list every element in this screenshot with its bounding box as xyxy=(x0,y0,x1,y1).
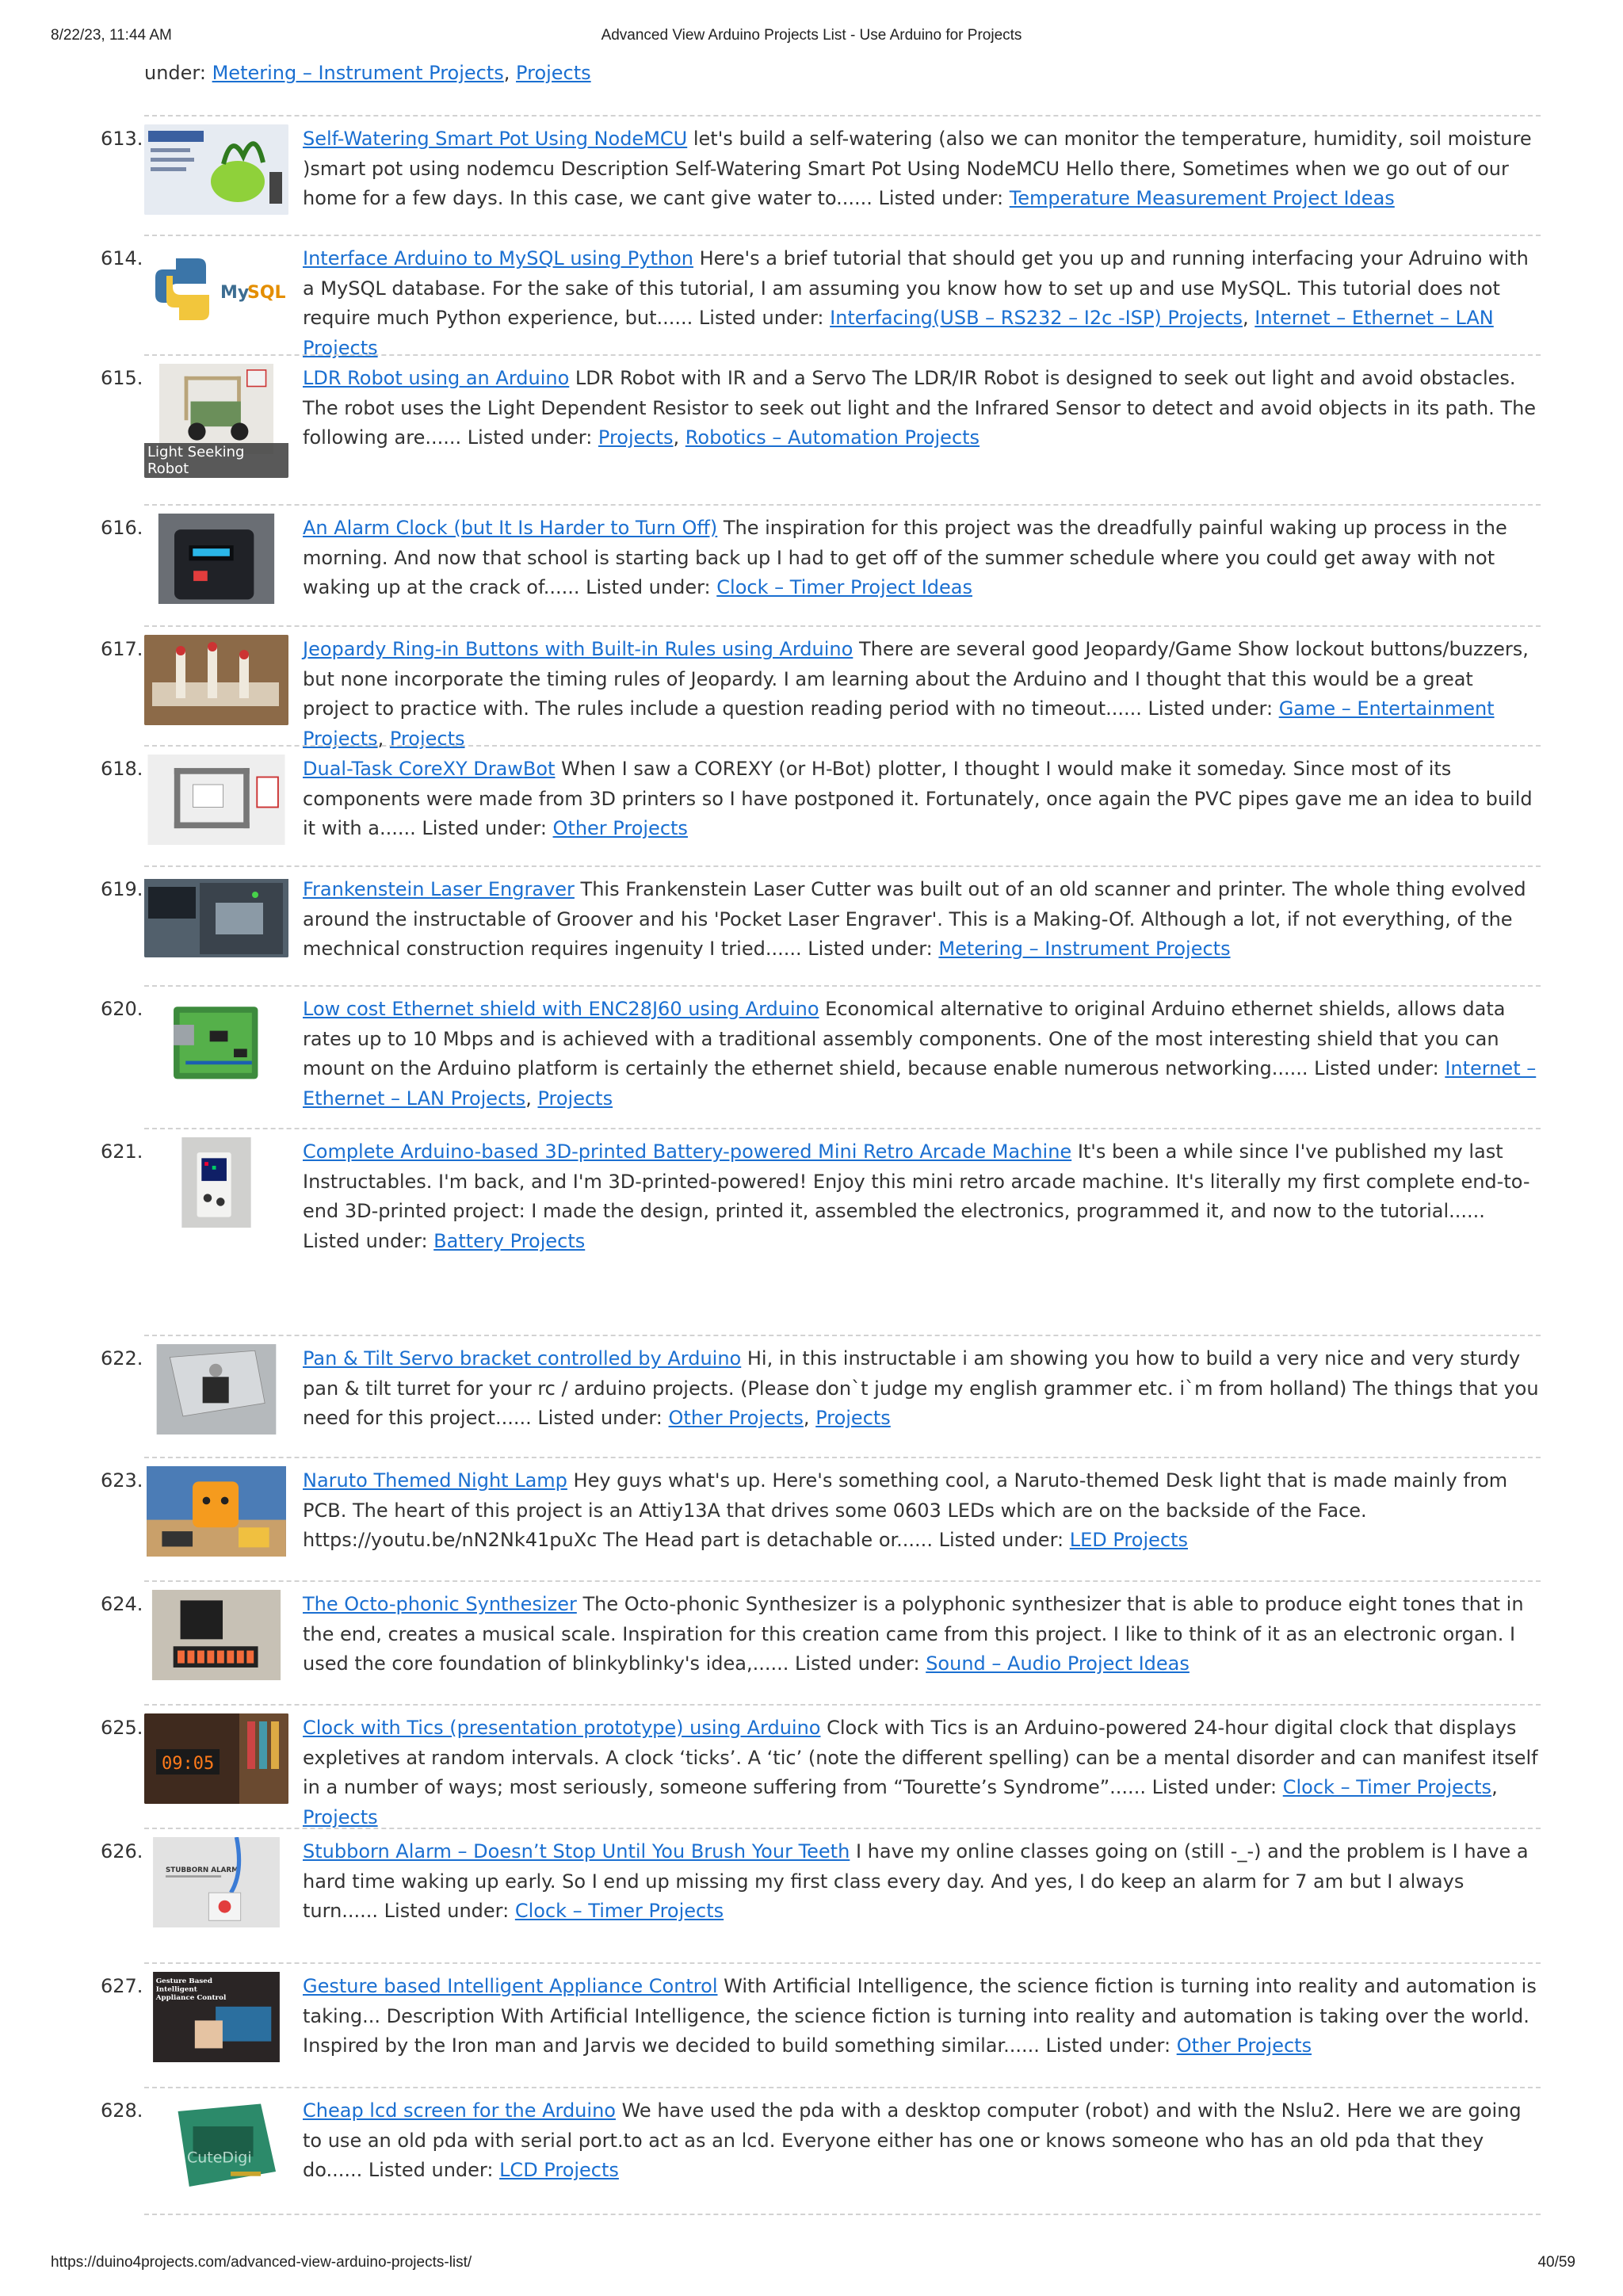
item-number: 621. xyxy=(101,1140,143,1163)
project-title-link[interactable]: Stubborn Alarm – Doesn’t Stop Until You Brush Your Teeth xyxy=(303,1840,850,1862)
project-description xyxy=(303,1837,1541,1927)
project-description: Clock with Tics (presentation prototype) using Arduino Clock with Tics is an Arduino-powered 24-hour digital clock that displays expletives at random intervals. A clock ‘ticks’. A ‘tic’ (note the different spelling) can be a mental disorder and can manifest itself in a number of ways; most seriously, someone suffering from “Tourette’s Syndrome”...... Listed under: Clock – Timer Projects, Projects xyxy=(303,1717,1538,1828)
project-title-link[interactable]: LDR Robot using an Arduino xyxy=(303,367,570,389)
category-link[interactable]: Projects xyxy=(598,426,674,449)
project-title-link[interactable]: Frankenstein Laser Engraver xyxy=(303,878,575,900)
item-number: 628. xyxy=(101,2099,143,2122)
list-item xyxy=(101,1457,1541,1551)
item-number: 614. xyxy=(101,247,143,269)
project-title-link[interactable]: Low cost Ethernet shield with ENC28J60 using Arduino xyxy=(303,998,819,1020)
project-title-link[interactable]: Self-Watering Smart Pot Using NodeMCU xyxy=(303,128,688,150)
project-summary: Hey guys what's up. Here's something cool, a Naruto-themed Desk light that is made mainly from PCB. The heart of this project is an Attiy13A that drives some 0603 LEDs which are on the backside of the Face. https://youtu.be/nN2Nk41puXc The Head part is detachable or...... Listed under: xyxy=(303,1469,1508,1551)
category-link[interactable]: Robotics – Automation Projects xyxy=(685,426,980,449)
item-number: 622. xyxy=(101,1347,143,1370)
project-summary: Here's a brief tutorial that should get you up and running interfacing your Adruino with a MySQL database. For the sake of this tutorial, I am assuming you know how to set up and use MySQL. This tutorial does not require much Python experience, but...... Listed under: xyxy=(303,247,1529,329)
project-summary: When I saw a COREXY (or H-Bot) plotter, I thought I would make it someday. Since most of its components were made from 3D printers so I have postponed it. Fortunately, once again the PVC pipes gave me an idea to build it with a...... Listed under: xyxy=(303,758,1533,839)
project-description xyxy=(303,1590,1541,1679)
project-summary: Economical alternative to original Arduino ethernet shields, allows data rates up to 10 Mbps and is achieved with a traditional assembly components. One of the most interesting shield that you can mount on the Arduino platform is certainly the ethernet shield, because enable numerous networking...... Listed under: xyxy=(303,998,1506,1079)
project-title-link[interactable]: The Octo-phonic Synthesizer xyxy=(303,1593,577,1615)
thumbnail-caption: Light Seeking Robot xyxy=(144,443,288,478)
project-summary: This Frankenstein Laser Cutter was built out of an old scanner and printer. The whole thing evolved around the instructable of Groover and his 'Pocket Laser Engraver'. This is a Making-Of. Although a lot, if not everything, of the mechnical construction requires ingenuity I tried...... Listed under: xyxy=(303,878,1526,960)
project-thumbnail[interactable] xyxy=(144,1972,288,2075)
svg-text:Appliance Control: Appliance Control xyxy=(155,1994,227,2003)
list-item xyxy=(101,504,1541,598)
project-thumbnail[interactable] xyxy=(144,1137,288,1326)
project-title-link[interactable]: An Alarm Clock (but It Is Harder to Turn Off) xyxy=(303,517,718,539)
svg-text:Intelligent: Intelligent xyxy=(155,1985,197,1994)
svg-text:My: My xyxy=(220,283,250,303)
category-link[interactable]: Other Projects xyxy=(1176,2034,1312,2057)
list-item xyxy=(101,2087,1541,2181)
project-title-link[interactable]: Complete Arduino-based 3D-printed Battery-powered Mini Retro Arcade Machine xyxy=(303,1140,1072,1163)
item-number: 619. xyxy=(101,878,143,900)
category-link[interactable]: Interfacing(USB – RS232 – I2c -ISP) Projects xyxy=(830,307,1243,329)
project-summary: With Artificial Intelligence, the science fiction is turning into reality and automation is taking... Description With Artificial Intelligence, the science fiction is turning into reality and automation is taking over the world. Inspired by the Iron man and Jarvis we decided to build something similar...... Listed under: xyxy=(303,1975,1537,2057)
project-summary: I have my online classes going on (still -_-) and the problem is I have a hard time waking up early. So I end up missing my first class every day. And yes, I do keep an alarm for 7 am but I always turn...... Listed under: xyxy=(303,1840,1529,1922)
item-number: 616. xyxy=(101,517,143,539)
project-summary: We have used the pda with a desktop computer (robot) and with the Nslu2. Here we are going to use an old pda with serial port.to act as an lcd. Everyone either has one or knows someone who has an old pda that they do...... Listed under: xyxy=(303,2099,1522,2181)
list-item xyxy=(101,745,1541,839)
item-number: 626. xyxy=(101,1840,143,1862)
project-thumbnail[interactable] xyxy=(144,875,288,957)
svg-text:Gesture Based: Gesture Based xyxy=(155,1977,212,1986)
project-thumbnail[interactable] xyxy=(144,1344,288,1454)
category-link[interactable]: LCD Projects xyxy=(499,2159,619,2181)
project-thumbnail[interactable] xyxy=(144,995,288,1114)
item-number: 617. xyxy=(101,638,143,660)
project-title-link[interactable]: Gesture based Intelligent Appliance Control xyxy=(303,1975,718,1997)
list-item xyxy=(101,1128,1541,1252)
project-summary: The inspiration for this project was the dreadfully painful waking up process in the morning. And now that school is starting back up I had to get off of the summer schedule where you could get away with not waking up at the crack of...... Listed under: xyxy=(303,517,1507,598)
item-number: 623. xyxy=(101,1469,143,1492)
list-item xyxy=(101,1704,1541,1828)
item-number: 613. xyxy=(101,128,143,150)
svg-text:STUBBORN ALARM: STUBBORN ALARM xyxy=(165,1866,239,1874)
project-title-link[interactable]: Clock with Tics (presentation prototype) using Arduino xyxy=(303,1717,821,1739)
project-title-link[interactable]: Dual-Task CoreXY DrawBot xyxy=(303,758,556,780)
category-link[interactable]: Projects xyxy=(516,62,591,84)
project-title-link[interactable]: Jeopardy Ring-in Buttons with Built-in Rules using Arduino xyxy=(303,638,854,660)
project-description: Jeopardy Ring-in Buttons with Built-in Rules using Arduino There are several good Jeopardy/Game Show lockout buttons/buzzers, but none incorporate the timing rules of Jeopardy. I am learning about the Arduino and I thought that this would be a great project to practice with. The rules include a question reading period with no timeout...... Listed under: Game – Entertainment Projects, Projects xyxy=(303,638,1529,750)
project-title-link[interactable]: Pan & Tilt Servo bracket controlled by Arduino xyxy=(303,1347,742,1370)
project-description xyxy=(303,124,1541,214)
print-url: https://duino4projects.com/advanced-view-arduino-projects-list/ xyxy=(51,2254,472,2271)
item-number: 618. xyxy=(101,758,143,780)
list-end-divider xyxy=(144,2214,1541,2215)
category-link[interactable]: Internet – Ethernet – LAN Projects xyxy=(303,1057,1537,1110)
category-link[interactable]: Other Projects xyxy=(552,817,688,839)
category-link[interactable]: Clock – Timer Projects xyxy=(1282,1776,1492,1798)
category-link[interactable]: Game – Entertainment Projects xyxy=(303,697,1495,750)
project-description xyxy=(303,2096,1541,2186)
category-link[interactable]: Internet – Ethernet – LAN Projects xyxy=(303,307,1494,359)
list-item xyxy=(101,235,1541,359)
project-thumbnail[interactable] xyxy=(144,755,288,850)
svg-text:09:05: 09:05 xyxy=(162,1754,215,1774)
project-description xyxy=(303,875,1541,965)
list-item xyxy=(101,115,1541,209)
category-link[interactable]: Battery Projects xyxy=(433,1229,586,1252)
continued-listed-under: under: xyxy=(144,62,212,84)
category-link[interactable]: Metering – Instrument Projects xyxy=(212,62,504,84)
category-link[interactable]: Other Projects xyxy=(668,1407,804,1429)
project-title-link[interactable]: Naruto Themed Night Lamp xyxy=(303,1469,567,1492)
category-link[interactable]: Metering – Instrument Projects xyxy=(938,938,1231,960)
project-summary: LDR Robot with IR and a Servo The LDR/IR Robot is designed to seek out light and avoid obstacles. The robot uses the Light Dependent Resistor to seek out light and the Infrared Sensor to detect and avoid objects in its path. The following are...... Listed under: xyxy=(303,367,1537,449)
category-link[interactable]: LED Projects xyxy=(1069,1529,1188,1551)
project-thumbnail[interactable] xyxy=(144,1837,288,1940)
item-number: 625. xyxy=(101,1717,143,1739)
category-link[interactable]: Projects xyxy=(389,727,465,750)
project-thumbnail[interactable] xyxy=(144,2096,288,2191)
continued-listing: under: Metering – Instrument Projects, Projects xyxy=(144,62,591,84)
project-thumbnail[interactable] xyxy=(144,1590,288,1691)
list-item xyxy=(101,1962,1541,2057)
list-item xyxy=(101,1580,1541,1675)
project-summary: let's build a self-watering (also we can monitor the temperature, humidity, soil moisture )smart pot using nodemcu Description Self-Watering Smart Pot Using NodeMCU Hello there, Sometimes when we go out of our home for a few days. In this case, we cant give water to...... Listed under: xyxy=(303,128,1532,209)
print-footer xyxy=(0,2251,1623,2275)
project-description: LDR Robot using an Arduino LDR Robot with IR and a Servo The LDR/IR Robot is designed to seek out light and avoid obstacles. The robot uses the Light Dependent Resistor to seek out light and the Infrared Sensor to detect and avoid objects in its path. The following are...... Listed under: Projects, Robotics – Automation Projects xyxy=(303,367,1537,449)
print-page-title: Advanced View Arduino Projects List - Use Arduino for Projects xyxy=(601,27,1022,44)
project-title-link[interactable]: Cheap lcd screen for the Arduino xyxy=(303,2099,616,2122)
project-description xyxy=(303,1972,1541,2061)
project-description: Interface Arduino to MySQL using Python Here's a brief tutorial that should get you up and running interfacing your Adruino with a MySQL database. For the sake of this tutorial, I am assuming you know how to set up and use MySQL. This tutorial does not require much Python experience, but...... Listed under: Interfacing(USB – RS232 – I2c -ISP) Projects, Internet – Ethernet – LAN Projects xyxy=(303,247,1529,359)
project-thumbnail[interactable] xyxy=(144,1713,288,1804)
project-summary: It's been a while since I've published my last Instructables. I'm back, and I'm 3D-printed-powered! Enjoy this mini retro arcade machine. It's literally my first complete end-to-end 3D-printed project: I made the design, printed it, assembled the electronics, programmed it, and now to the tutorial...... Listed under: xyxy=(303,1140,1530,1252)
project-thumbnail[interactable] xyxy=(144,244,288,334)
project-title-link[interactable]: Interface Arduino to MySQL using Python xyxy=(303,247,693,269)
item-number: 620. xyxy=(101,998,143,1020)
item-number: 624. xyxy=(101,1593,143,1615)
print-page-number: 40/59 xyxy=(1537,2254,1575,2271)
list-item xyxy=(101,1335,1541,1429)
project-description: Pan & Tilt Servo bracket controlled by Arduino Hi, in this instructable i am showing you how to build a very nice and very sturdy pan & tilt turret for your rc / arduino projects. (Please don`t judge my english grammer etc. i`m from holland) The things that you need for this project...... Listed under: Other Projects, Projects xyxy=(303,1347,1539,1429)
category-link[interactable]: Temperature Measurement Project Ideas xyxy=(1009,187,1395,209)
svg-text:CuteDigi: CuteDigi xyxy=(186,2149,252,2167)
category-link[interactable]: Clock – Timer Projects xyxy=(514,1900,724,1922)
project-thumbnail[interactable] xyxy=(144,124,288,215)
list-item xyxy=(101,865,1541,960)
list-item xyxy=(101,625,1541,750)
project-description: Low cost Ethernet shield with ENC28J60 using Arduino Economical alternative to original Arduino ethernet shields, allows data rates up to 10 Mbps and is achieved with a traditional assembly components. One of the most interesting shield that you can mount on the Arduino platform is certainly the ethernet shield, because enable numerous networking...... Listed under: Internet – Ethernet – LAN Projects, Projects xyxy=(303,998,1537,1110)
project-summary: Clock with Tics is an Arduino-powered 24-hour digital clock that displays expletives at random intervals. A clock ‘ticks’. A ‘tic’ (note the different spelling) can be a mental disorder and can manifest itself in a number of ways; most seriously, someone suffering from “Tourette’s Syndrome”...... Listed under: xyxy=(303,1717,1538,1798)
category-link[interactable]: Projects xyxy=(815,1407,891,1429)
list-item xyxy=(101,1828,1541,1922)
svg-text:SQL: SQL xyxy=(247,283,286,303)
category-link[interactable]: Projects xyxy=(537,1087,613,1110)
category-link[interactable]: Clock – Timer Project Ideas xyxy=(716,576,972,598)
category-link[interactable]: Projects xyxy=(303,1805,378,1828)
project-summary: Hi, in this instructable i am showing you how to build a very nice and very sturdy pan & tilt turret for your rc / arduino projects. (Please don`t judge my english grammer etc. i`m from holland) The things that you need for this project...... Listed under: xyxy=(303,1347,1539,1429)
project-thumbnail[interactable] xyxy=(144,514,288,626)
print-header xyxy=(0,24,1623,48)
project-description xyxy=(303,1137,1541,1256)
list-item xyxy=(101,354,1541,477)
list-item xyxy=(101,985,1541,1110)
project-description xyxy=(303,755,1541,844)
project-thumbnail[interactable] xyxy=(144,364,288,478)
category-link[interactable]: Sound – Audio Project Ideas xyxy=(926,1652,1190,1675)
project-summary: There are several good Jeopardy/Game Show lockout buttons/buzzers, but none incorporate the timing rules of Jeopardy. I am learning about the Arduino and I thought that this would be a great project to practice with. The rules include a question reading period with no timeout...... Listed under: xyxy=(303,638,1529,720)
project-thumbnail[interactable] xyxy=(144,1466,288,1560)
print-date: 8/22/23, 11:44 AM xyxy=(51,27,172,44)
item-number: 627. xyxy=(101,1975,143,1997)
project-summary: The Octo-phonic Synthesizer is a polyphonic synthesizer that is able to produce eight tones that in the end, creates a musical scale. Inspiration for this creation came from this project. I like to think of it as an electronic organ. I used the core foundation of blinkyblinky's idea,...... Listed under: xyxy=(303,1593,1524,1675)
item-number: 615. xyxy=(101,367,143,389)
project-thumbnail[interactable] xyxy=(144,635,288,725)
project-description xyxy=(303,514,1541,603)
project-description xyxy=(303,1466,1541,1556)
